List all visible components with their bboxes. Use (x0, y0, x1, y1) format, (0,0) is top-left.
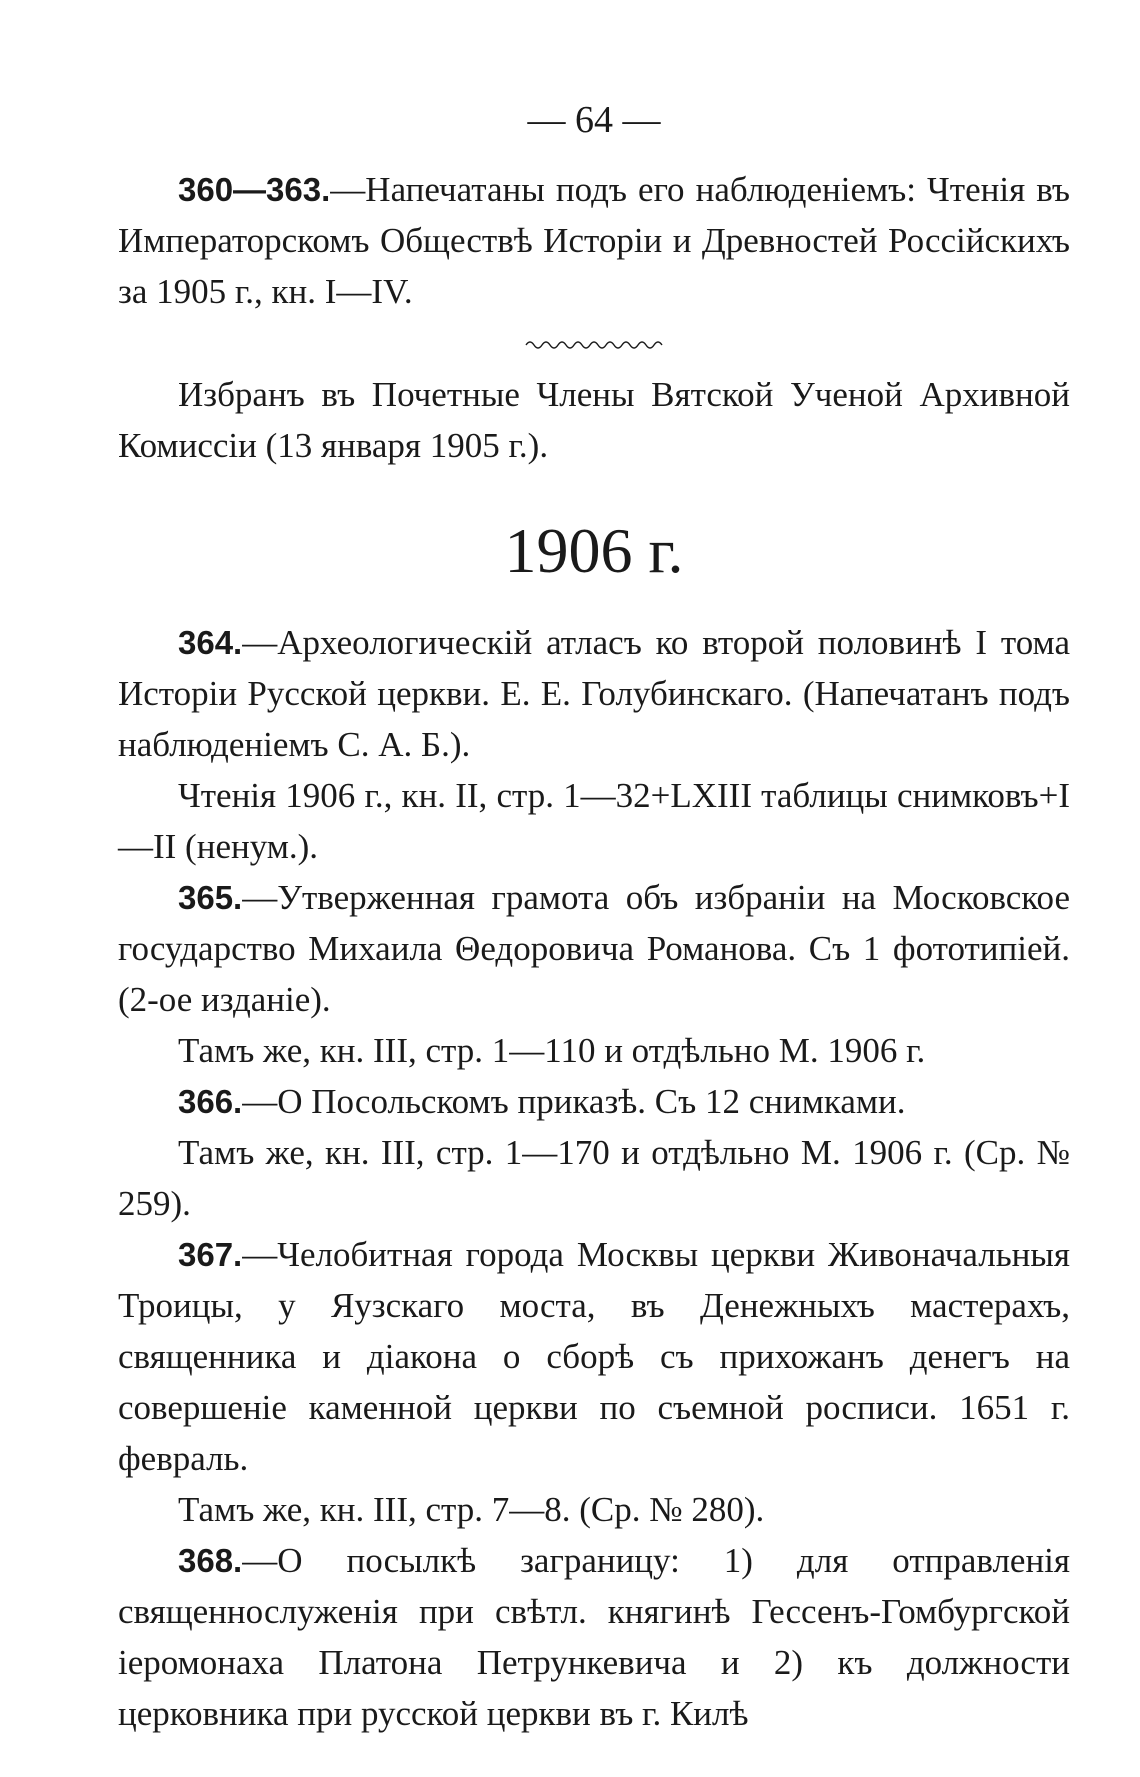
entry-number: 364. (178, 624, 243, 661)
entry-number: 365. (178, 879, 243, 916)
entry-number: 366. (178, 1083, 243, 1120)
entry-text: —Напечатаны подъ его наблюденіемъ: Чтенія въ Императорскомъ Обществѣ Исторіи и Древностей Россійскихъ за 1905 г., кн. I—IV. (118, 170, 1070, 311)
entry-364 (118, 617, 1070, 770)
entry-367 (118, 1229, 1070, 1484)
entry-368 (118, 1535, 1070, 1739)
entry-365-reference: Тамъ же, кн. III, стр. 1—110 и отдѣльно М. 1906 г. (178, 1031, 926, 1070)
entry-366-reference: Тамъ же, кн. III, стр. 1—170 и отдѣльно М. 1906 г. (Ср. № 259). (118, 1133, 1070, 1223)
entry-text: —О посылкѣ заграницу: 1) для отправленія священнослуженія при свѣтл. княгинѣ Гессенъ-Гомбургской іеромонаха Платона Петрункевича и 2) къ должности церковника при русской церкви въ г. Килѣ (118, 1541, 1070, 1733)
entry-364-reference: Чтенія 1906 г., кн. II, стр. 1—32+LXIII таблицы снимковъ+I—II (ненум.). (118, 776, 1070, 866)
year-heading: 1906 г. (504, 515, 684, 586)
entry-text: —Утверженная грамота объ избраніи на Московское государство Михаила Θедоровича Романова. Съ 1 фототипіей. (2-ое изданіе). (118, 878, 1070, 1019)
entry-367-reference: Тамъ же, кн. III, стр. 7—8. (Ср. № 280). (178, 1490, 765, 1529)
entry-text: —Челобитная города Москвы церкви Живоначальныя Троицы, у Яузскаго моста, въ Денежныхъ мастерахъ, священника и діакона о сборѣ съ прихожанъ денегъ на совершеніе каменной церкви по съемной росписи. 1651 г. февраль. (118, 1235, 1070, 1478)
book-page (118, 96, 1070, 1739)
entry-text: —Археологическій атласъ ко второй половинѣ I тома Исторіи Русской церкви. Е. Е. Голубинскаго. (Напечатанъ подъ наблюденіемъ С. А. Б.). (118, 623, 1070, 764)
entry-number: 367. (178, 1236, 243, 1273)
note-honorary-member: Избранъ въ Почетные Члены Вятской Ученой Архивной Комиссіи (13 января 1905 г.). (118, 375, 1070, 465)
entry-360-363 (118, 164, 1070, 317)
entry-365 (118, 872, 1070, 1025)
entry-366 (118, 1076, 1070, 1127)
ornamental-divider (118, 335, 1070, 355)
entry-text: —О Посольскомъ приказѣ. Съ 12 снимками. (242, 1082, 906, 1121)
wavy-line-icon (524, 335, 664, 355)
entry-number: 368. (178, 1542, 243, 1579)
page-number: — 64 — (527, 99, 661, 141)
entry-number: 360—363. (178, 171, 331, 208)
